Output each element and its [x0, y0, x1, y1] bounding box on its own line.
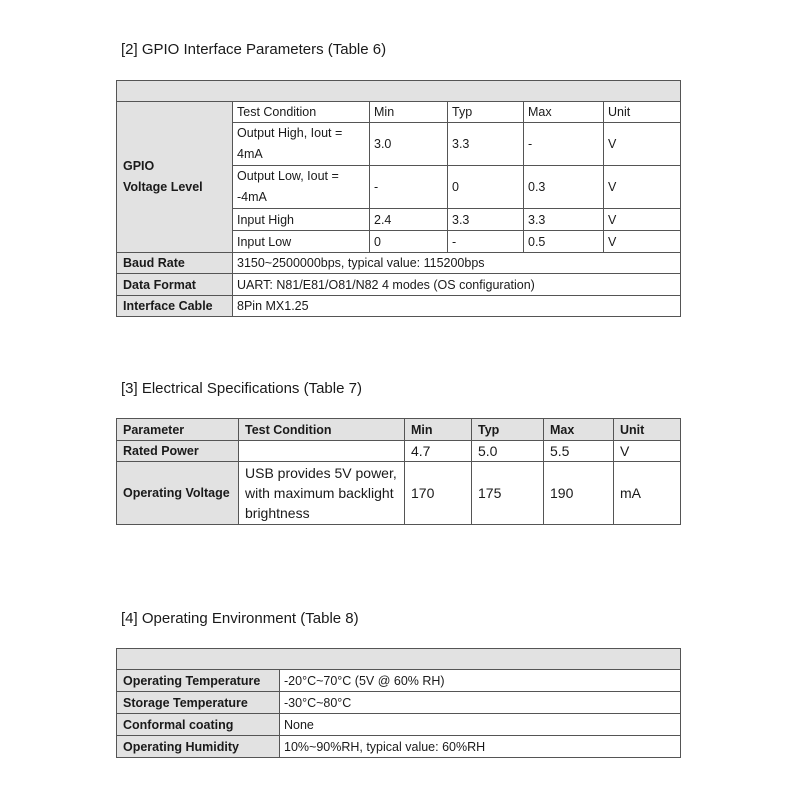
table-cell: Output High, Iout = 4mA: [233, 123, 370, 166]
table-cell: 5.0: [472, 441, 544, 462]
table-cell: -: [524, 123, 604, 166]
electrical-table: [116, 418, 681, 525]
table-cell: 5.5: [544, 441, 614, 462]
table6-blank-cell: [117, 81, 681, 102]
table8-blank-cell: [117, 649, 681, 670]
table-cell: V: [604, 231, 681, 253]
table-cell: 3.3: [448, 123, 524, 166]
rated-power-label: Rated Power: [117, 441, 239, 462]
header-cell: Max: [544, 419, 614, 441]
interface-cable-value: 8Pin MX1.25: [233, 296, 681, 317]
header-cell: Typ: [448, 102, 524, 123]
table7-title: [3] Electrical Specifications (Table 7): [121, 380, 362, 397]
data-format-label: Data Format: [117, 274, 233, 296]
header-cell: Unit: [604, 102, 681, 123]
gpio-voltage-label: [117, 102, 233, 253]
table6-blank-header: [117, 81, 681, 102]
table-row: [117, 462, 681, 525]
header-cell: Test Condition: [233, 102, 370, 123]
gpio-table: [116, 80, 681, 317]
header-cell: Min: [405, 419, 472, 441]
header-cell: Max: [524, 102, 604, 123]
table-row: [117, 692, 681, 714]
table-cell: 190: [544, 462, 614, 525]
table-cell: 2.4: [370, 209, 448, 231]
table8-title: [4] Operating Environment (Table 8): [121, 610, 359, 627]
gpio-label-line1: GPIO: [123, 159, 155, 173]
table-cell: None: [280, 714, 681, 736]
table-cell: Storage Temperature: [117, 692, 280, 714]
table-cell: 10%~90%RH, typical value: 60%RH: [280, 736, 681, 758]
table-row: [117, 253, 681, 274]
header-cell: Min: [370, 102, 448, 123]
header-cell: Parameter: [117, 419, 239, 441]
table-cell: 175: [472, 462, 544, 525]
table-cell: 3.0: [370, 123, 448, 166]
operating-voltage-label: Operating Voltage: [117, 462, 239, 525]
baud-rate-label: Baud Rate: [117, 253, 233, 274]
header-cell: Unit: [614, 419, 681, 441]
table-cell: 0: [448, 166, 524, 209]
table-cell: 3.3: [524, 209, 604, 231]
data-format-value: UART: N81/E81/O81/N82 4 modes (OS configuration): [233, 274, 681, 296]
table-cell: 0.3: [524, 166, 604, 209]
table-row: [117, 441, 681, 462]
table-cell: V: [604, 166, 681, 209]
table-cell: -: [370, 166, 448, 209]
table6-title: [2] GPIO Interface Parameters (Table 6): [121, 41, 387, 58]
table-cell: V: [604, 123, 681, 166]
table-cell: V: [604, 209, 681, 231]
table-cell: Input High: [233, 209, 370, 231]
table-cell: 0: [370, 231, 448, 253]
header-cell: Test Condition: [239, 419, 405, 441]
table-cell: V: [614, 441, 681, 462]
table-cell: 4.7: [405, 441, 472, 462]
table-row: [117, 670, 681, 692]
table-cell: Input Low: [233, 231, 370, 253]
interface-cable-label: Interface Cable: [117, 296, 233, 317]
header-cell: Typ: [472, 419, 544, 441]
table8-blank-header: [117, 649, 681, 670]
environment-table: [116, 648, 681, 758]
table-cell: Output Low, Iout = -4mA: [233, 166, 370, 209]
table-cell: -30°C~80°C: [280, 692, 681, 714]
table-row: [117, 296, 681, 317]
table-cell: 170: [405, 462, 472, 525]
table-cell: Operating Humidity: [117, 736, 280, 758]
baud-rate-value: 3150~2500000bps, typical value: 115200bps: [233, 253, 681, 274]
table-cell: [239, 441, 405, 462]
table-cell: mA: [614, 462, 681, 525]
table-cell: -20°C~70°C (5V @ 60% RH): [280, 670, 681, 692]
table-row: [117, 274, 681, 296]
table7-column-header: [117, 419, 681, 441]
table-row: [117, 736, 681, 758]
table-cell: -: [448, 231, 524, 253]
table-cell: 0.5: [524, 231, 604, 253]
gpio-label-line2: Voltage Level: [123, 180, 203, 194]
table-cell: Operating Temperature: [117, 670, 280, 692]
table-cell: Conformal coating: [117, 714, 280, 736]
table-cell: 3.3: [448, 209, 524, 231]
table-cell: USB provides 5V power, with maximum backlight brightness: [239, 462, 405, 525]
table-row: [117, 714, 681, 736]
table6-column-header: [117, 102, 681, 123]
